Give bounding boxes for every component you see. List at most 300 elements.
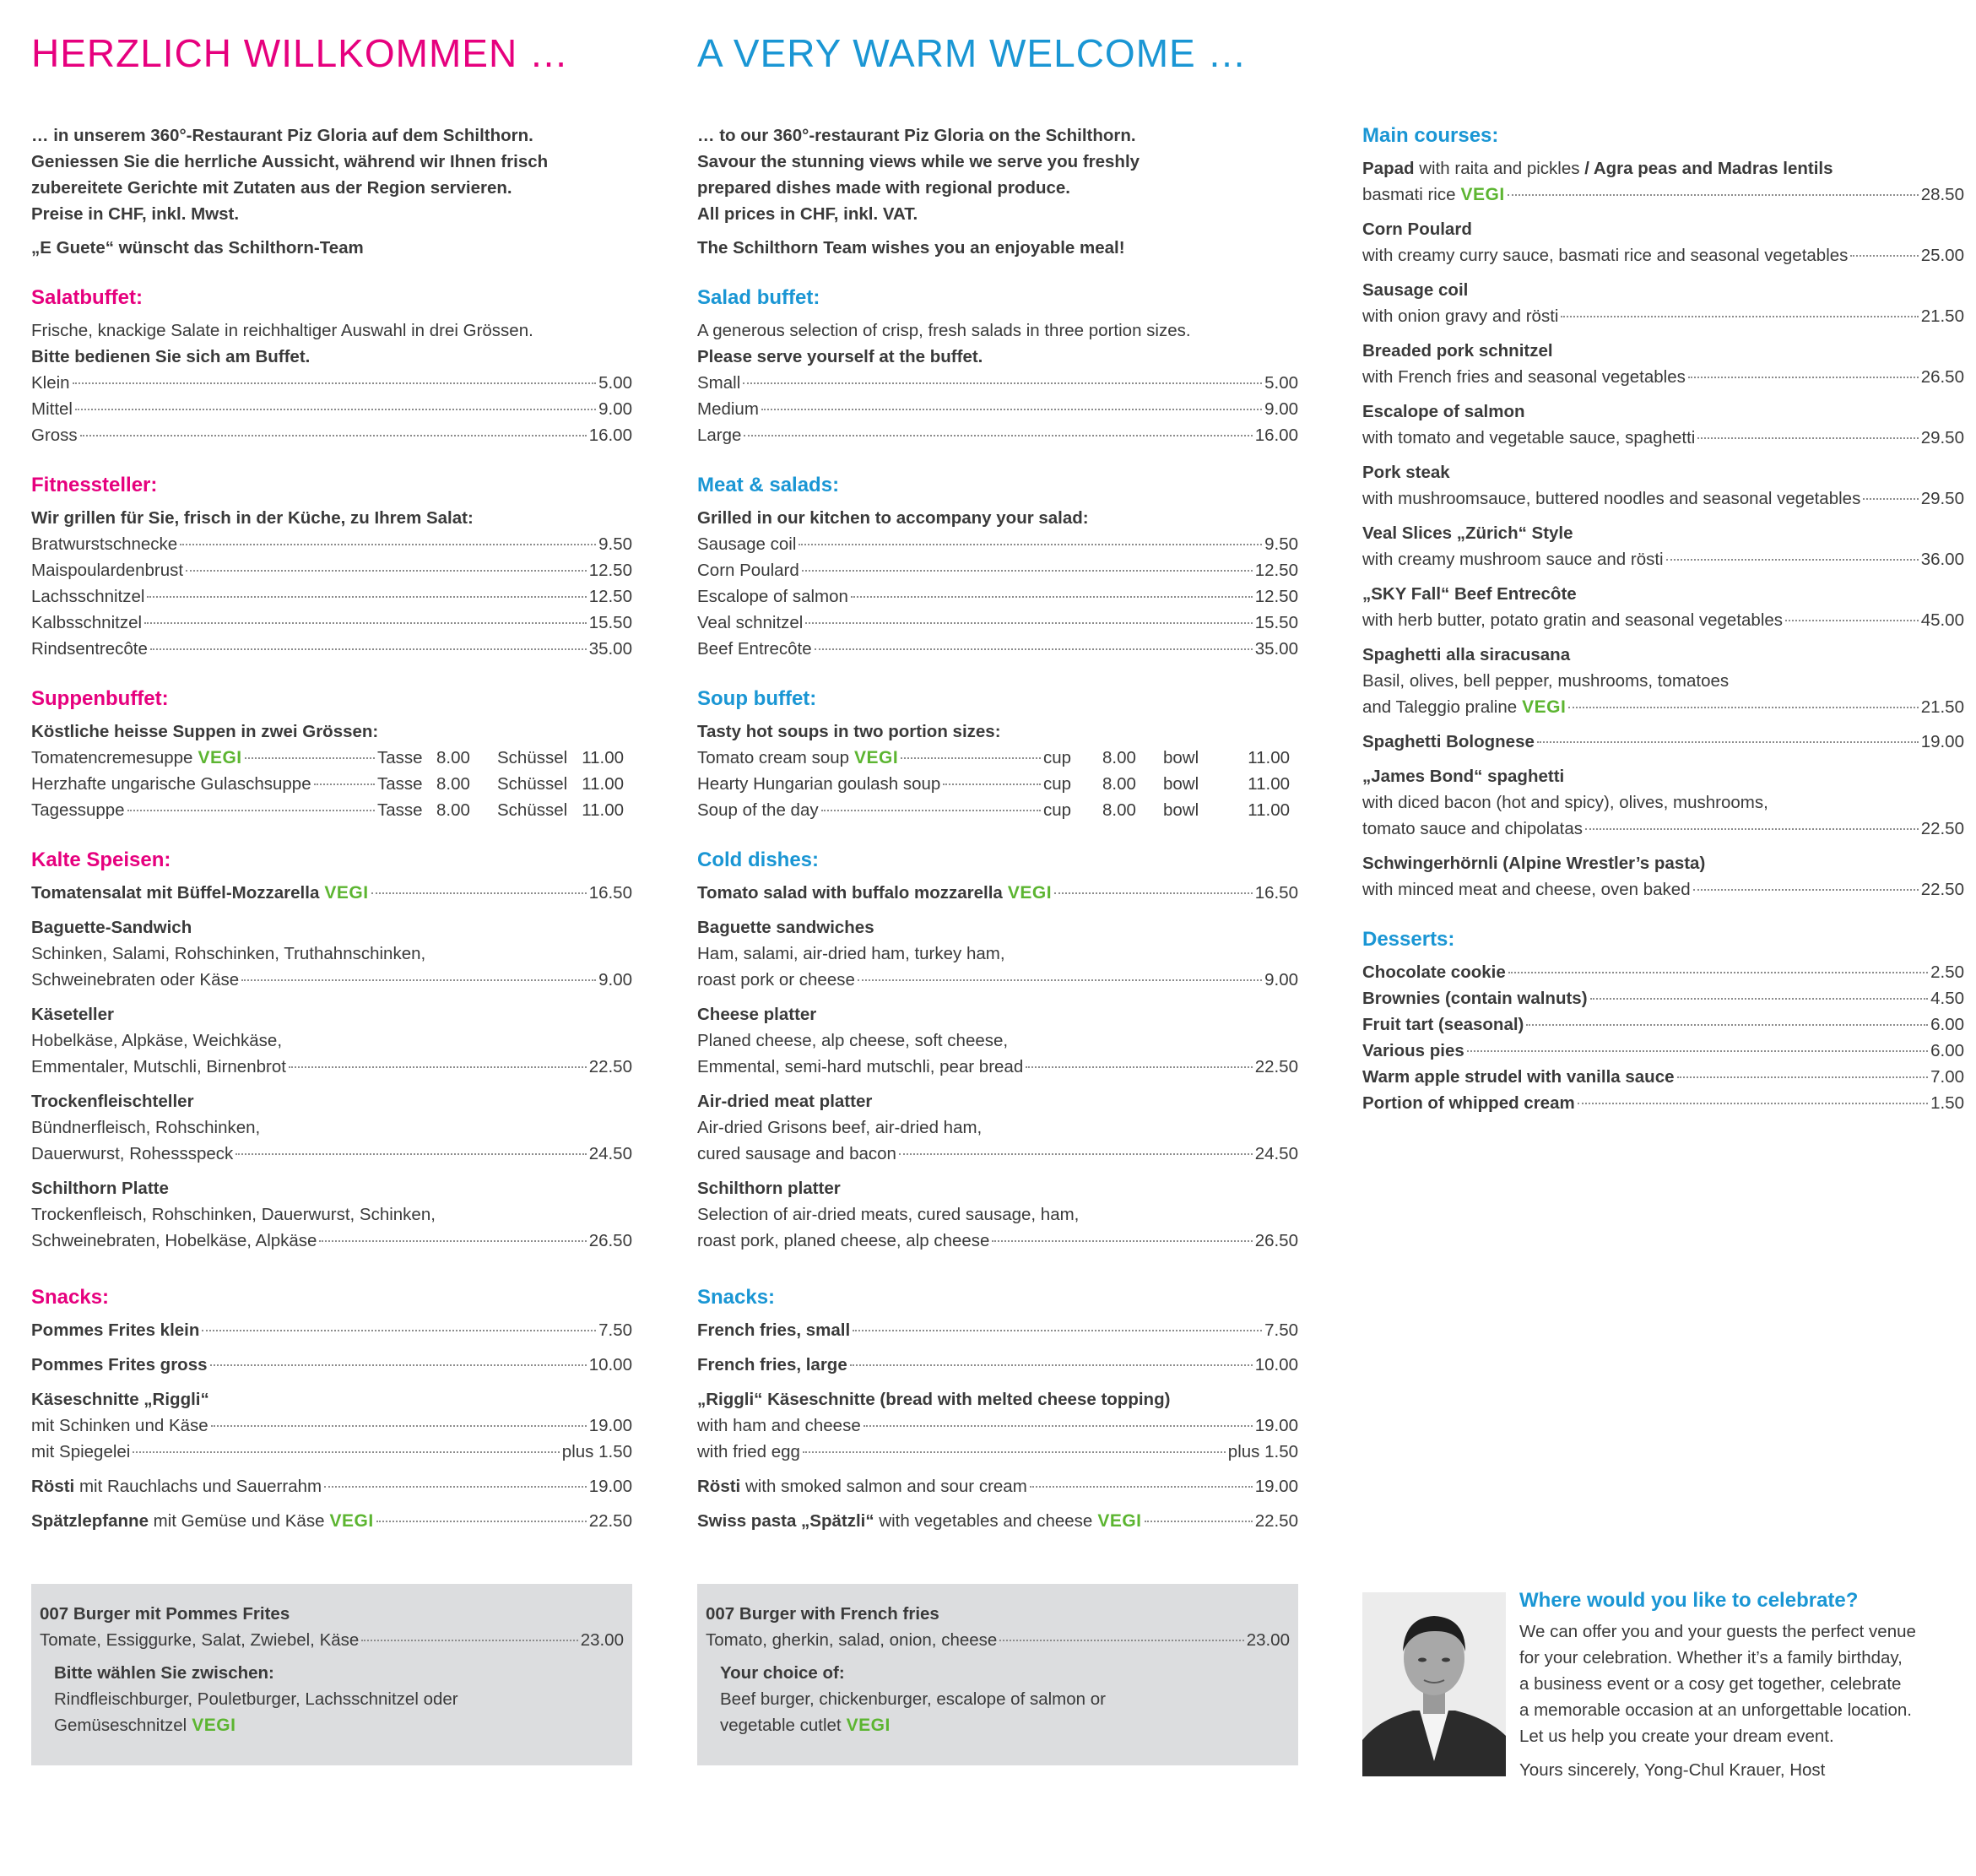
- item-description: mit Spiegelei: [31, 1442, 131, 1461]
- item-price: 9.50: [598, 534, 632, 554]
- page-title-german: HERZLICH WILLKOMMEN …: [31, 31, 569, 75]
- intro-line: prepared dishes made with regional produce.: [697, 178, 1070, 198]
- menu-item: [1362, 985, 1964, 1011]
- item-description: with vegetables and cheese: [874, 1511, 1093, 1531]
- item-price: 22.50: [1254, 1511, 1298, 1531]
- item-price: 26.50: [1254, 1231, 1298, 1250]
- section-title-meat: Fitnessteller:: [31, 474, 158, 496]
- item-name: French fries, small: [697, 1320, 851, 1340]
- item-name: Papad: [1362, 159, 1415, 178]
- dot-leader: [1026, 1066, 1252, 1068]
- item-name: Sausage coil: [697, 534, 797, 554]
- celebrate-line: for your celebration. Whether it’s a family birthday,: [1519, 1648, 1903, 1667]
- item-name: Schwingerhörnli (Alpine Wrestler’s pasta): [1362, 854, 1706, 873]
- choice-heading: Your choice of:: [720, 1663, 845, 1683]
- vegi-badge: VEGI: [1097, 1511, 1142, 1531]
- item-price: 9.00: [1264, 970, 1298, 990]
- menu-item: [697, 531, 1298, 557]
- menu-item: [1362, 277, 1964, 329]
- dot-leader: [133, 1451, 559, 1453]
- size-small: Tasse: [377, 774, 423, 794]
- section-title-cold: Kalte Speisen:: [31, 849, 171, 871]
- size-large: Schüssel: [497, 800, 568, 820]
- dot-leader: [1785, 620, 1919, 621]
- item-price: 12.50: [1254, 587, 1298, 606]
- item-price: 5.00: [1264, 373, 1298, 393]
- item-description: tomato sauce and chipolatas: [1362, 819, 1583, 838]
- price-large: 11.00: [582, 800, 624, 820]
- item-description: Schweinebraten oder Käse: [31, 970, 240, 990]
- dot-leader: [319, 1240, 586, 1242]
- item-name: Pommes Frites klein: [31, 1320, 200, 1340]
- item-name: Pork steak: [1362, 463, 1450, 482]
- intro-thanks: „E Guete“ wünscht das Schilthorn-Team: [31, 238, 364, 258]
- size-large: bowl: [1163, 800, 1199, 820]
- item-name: Large: [697, 426, 742, 445]
- item-description: with smoked salmon and sour cream: [740, 1477, 1027, 1496]
- dot-leader: [1590, 998, 1929, 1000]
- dot-leader: [324, 1486, 587, 1488]
- menu-item: [1362, 155, 1964, 208]
- dot-leader: [901, 757, 1041, 759]
- burger-choice: [706, 1660, 1290, 1738]
- item-price: 6.00: [1930, 1041, 1964, 1060]
- vegi-badge: VEGI: [846, 1716, 891, 1735]
- section-title-soup: Suppenbuffet:: [31, 687, 169, 710]
- item-price: 5.00: [598, 373, 632, 393]
- choice-options: Beef burger, chickenburger, escalope of salmon or: [720, 1689, 1106, 1709]
- item-description: mit Rauchlachs und Sauerrahm: [74, 1477, 322, 1496]
- item-price: 9.50: [1264, 534, 1298, 554]
- section-title-soup: Soup buffet:: [697, 687, 817, 710]
- menu-item: [697, 1352, 1298, 1378]
- item-name: Fruit tart (seasonal): [1362, 1015, 1524, 1034]
- dot-leader: [235, 1153, 586, 1155]
- dot-leader: [73, 382, 597, 384]
- item-name: Spaghetti Bolognese: [1362, 732, 1535, 751]
- item-description: with tomato and vegetable sauce, spaghetti: [1362, 428, 1696, 447]
- item-price: 21.50: [1920, 697, 1964, 717]
- dot-leader: [180, 544, 596, 545]
- menu-item: [697, 1175, 1298, 1254]
- item-price: 22.50: [588, 1511, 632, 1531]
- item-description: Ham, salami, air-dried ham, turkey ham,: [697, 944, 1005, 963]
- dot-leader: [75, 409, 596, 410]
- menu-item: [31, 531, 632, 557]
- item-name: Escalope of salmon: [1362, 402, 1525, 421]
- item-name: Portion of whipped cream: [1362, 1093, 1575, 1113]
- item-description: Schweinebraten, Hobelkäse, Alpkäse: [31, 1231, 317, 1250]
- english-menu-column: [697, 122, 1298, 1543]
- item-description: with mushroomsauce, buttered noodles and seasonal vegetables: [1362, 489, 1861, 508]
- item-price: 19.00: [588, 1416, 632, 1435]
- item-price: 36.00: [1920, 550, 1964, 569]
- item-description: with fried egg: [697, 1442, 800, 1461]
- celebrate-text: [1519, 1587, 1964, 1783]
- item-name: Baguette-Sandwich: [31, 918, 192, 937]
- item-price: 16.50: [588, 883, 632, 903]
- menu-item: [1362, 1090, 1964, 1116]
- item-name: Cheese platter: [697, 1005, 817, 1024]
- intro-line: Savour the stunning views while we serve you freshly: [697, 152, 1140, 171]
- item-price: 19.00: [1920, 732, 1964, 751]
- dot-leader: [851, 596, 1253, 598]
- item-price: 16.00: [1254, 426, 1298, 445]
- dot-leader: [127, 810, 375, 811]
- dot-leader: [1467, 1050, 1928, 1052]
- section-title-salad: Salatbuffet:: [31, 286, 143, 309]
- item-name: Brownies (contain walnuts): [1362, 989, 1588, 1008]
- choice-options: vegetable cutlet: [720, 1716, 842, 1735]
- menu-item: [31, 1088, 632, 1167]
- item-price: plus 1.50: [1227, 1442, 1298, 1461]
- size-small: cup: [1043, 800, 1072, 820]
- dot-leader: [850, 1364, 1253, 1366]
- item-price: 19.00: [1254, 1416, 1298, 1435]
- item-price: 19.00: [588, 1477, 632, 1496]
- item-name: Swiss pasta „Spätzli“: [697, 1511, 874, 1531]
- menu-item: [31, 636, 632, 662]
- vegi-badge: VEGI: [192, 1716, 236, 1735]
- item-description: Emmentaler, Mutschli, Birnenbrot: [31, 1057, 286, 1076]
- vegi-badge: VEGI: [198, 748, 242, 767]
- section-subtitle: Wir grillen für Sie, frisch in der Küche, zu Ihrem Salat:: [31, 508, 474, 528]
- menu-item: [1362, 1064, 1964, 1090]
- menu-item: [1362, 1038, 1964, 1064]
- menu-item: [1362, 850, 1964, 903]
- dot-leader: [1697, 437, 1918, 439]
- item-name: Rösti: [31, 1477, 75, 1496]
- host-photo: [1362, 1592, 1506, 1776]
- size-large: Schüssel: [497, 748, 568, 767]
- item-name: Baguette sandwiches: [697, 918, 874, 937]
- item-name: / Agra peas and Madras lentils: [1584, 159, 1833, 178]
- dot-leader: [744, 435, 1252, 436]
- dot-leader: [211, 1425, 587, 1427]
- item-price: 26.50: [588, 1231, 632, 1250]
- item-name: Käseteller: [31, 1005, 115, 1024]
- section-description: Frische, knackige Salate in reichhaltiger Auswahl in drei Grössen.: [31, 321, 533, 340]
- soup-item: [697, 797, 1298, 823]
- dot-leader: [1145, 1521, 1253, 1522]
- celebrate-title: Where would you like to celebrate?: [1519, 1589, 1859, 1612]
- size-small: Tasse: [377, 800, 423, 820]
- item-description: with creamy curry sauce, basmati rice and seasonal vegetables: [1362, 246, 1849, 265]
- item-name: Various pies: [1362, 1041, 1464, 1060]
- item-price: 7.50: [598, 1320, 632, 1340]
- item-price: 22.50: [1920, 880, 1964, 899]
- intro-line: zubereitete Gerichte mit Zutaten aus der Region servieren.: [31, 178, 512, 198]
- german-menu-column: [31, 122, 632, 1543]
- soup-item: [31, 797, 632, 823]
- menu-item: [697, 396, 1298, 422]
- item-price: 22.50: [1920, 819, 1964, 838]
- menu-item: [1362, 581, 1964, 633]
- menu-item: [31, 880, 632, 906]
- item-price: 16.50: [1254, 883, 1298, 903]
- host-portrait-icon: [1362, 1592, 1506, 1776]
- intro-en: [697, 122, 1298, 261]
- item-name: Rindsentrecôte: [31, 639, 148, 659]
- item-price: 29.50: [1920, 428, 1964, 447]
- dot-leader: [1585, 828, 1919, 830]
- menu-item: [31, 1352, 632, 1378]
- item-name: Klein: [31, 373, 70, 393]
- dot-leader: [853, 1330, 1262, 1331]
- item-price: 2.50: [1930, 962, 1964, 982]
- item-name: Tomatensalat mit Büffel-Mozzarella: [31, 883, 320, 903]
- item-name: Tomato cream soup: [697, 748, 850, 767]
- item-description: Hobelkäse, Alpkäse, Weichkäse,: [31, 1031, 283, 1050]
- item-description: Air-dried Grisons beef, air-dried ham,: [697, 1118, 983, 1137]
- item-price: 25.00: [1920, 246, 1964, 265]
- menu-item: [31, 396, 632, 422]
- item-description: Emmental, semi-hard mutschli, pear bread: [697, 1057, 1024, 1076]
- item-description: with herb butter, potato gratin and seasonal vegetables: [1362, 610, 1784, 630]
- menu-item: [31, 1175, 632, 1254]
- soup-item: [31, 745, 632, 771]
- item-name: Air-dried meat platter: [697, 1092, 873, 1111]
- item-price: 24.50: [588, 1144, 632, 1163]
- section-note: Please serve yourself at the buffet.: [697, 347, 983, 366]
- item-name: Sausage coil: [1362, 280, 1469, 300]
- section-note: Bitte bedienen Sie sich am Buffet.: [31, 347, 311, 366]
- burger-price: 23.00: [1246, 1630, 1290, 1650]
- dot-leader: [147, 596, 586, 598]
- item-name: Beef Entrecôte: [697, 639, 812, 659]
- menu-item: [1362, 459, 1964, 512]
- section-title-salad: Salad buffet:: [697, 286, 820, 309]
- size-large: bowl: [1163, 774, 1199, 794]
- item-name: Escalope of salmon: [697, 587, 848, 606]
- dot-leader: [743, 382, 1262, 384]
- burger-name: 007 Burger mit Pommes Frites: [40, 1604, 290, 1624]
- item-description: with raita and pickles: [1414, 159, 1585, 178]
- menu-item: [697, 636, 1298, 662]
- dot-leader: [858, 979, 1262, 981]
- item-description: with onion gravy and rösti: [1362, 306, 1559, 326]
- dot-leader: [314, 783, 375, 785]
- burger-name: 007 Burger with French fries: [706, 1604, 939, 1624]
- item-price: 45.00: [1920, 610, 1964, 630]
- menu-item: [1362, 729, 1964, 755]
- price-small: 8.00: [1102, 748, 1136, 767]
- item-price: 15.50: [588, 613, 632, 632]
- dot-leader: [899, 1153, 1253, 1155]
- item-price: 35.00: [588, 639, 632, 659]
- menu-item: [31, 557, 632, 583]
- menu-item: [31, 1001, 632, 1080]
- dot-leader: [1508, 194, 1919, 196]
- price-small: 8.00: [436, 748, 470, 767]
- celebrate-block: [1362, 1587, 1964, 1780]
- menu-item: [1362, 520, 1964, 572]
- item-name: Spätzlepfanne: [31, 1511, 149, 1531]
- dot-leader: [1568, 707, 1918, 708]
- dot-leader: [1677, 1076, 1929, 1078]
- main-courses-column: [1362, 122, 1964, 1116]
- celebrate-line: a business event or a cosy get together, celebrate: [1519, 1674, 1902, 1694]
- item-description: with ham and cheese: [697, 1416, 861, 1435]
- size-large: bowl: [1163, 748, 1199, 767]
- menu-item: [697, 914, 1298, 993]
- menu-item: [31, 1317, 632, 1343]
- item-name: Tagessuppe: [31, 800, 125, 820]
- section-title-meat: Meat & salads:: [697, 474, 840, 496]
- menu-item: [697, 1508, 1298, 1534]
- item-description: cured sausage and bacon: [697, 1144, 896, 1163]
- dot-leader: [186, 570, 587, 572]
- item-price: 6.00: [1930, 1015, 1964, 1034]
- dot-leader: [1526, 1024, 1928, 1026]
- dot-leader: [371, 892, 587, 894]
- dot-leader: [245, 757, 375, 759]
- menu-item: [31, 422, 632, 448]
- price-small: 8.00: [436, 774, 470, 794]
- item-price: 26.50: [1920, 367, 1964, 387]
- item-price: 7.50: [1264, 1320, 1298, 1340]
- burger-choice: [40, 1660, 624, 1738]
- dot-leader: [1537, 741, 1919, 743]
- menu-item: [1362, 338, 1964, 390]
- dot-leader: [202, 1330, 596, 1331]
- item-description: with minced meat and cheese, oven baked: [1362, 880, 1691, 899]
- menu-item: [31, 1473, 632, 1499]
- item-name: Spaghetti alla siracusana: [1362, 645, 1571, 664]
- soup-item: [697, 771, 1298, 797]
- section-description: A generous selection of crisp, fresh salads in three portion sizes.: [697, 321, 1191, 340]
- item-description: Dauerwurst, Rohessspeck: [31, 1144, 234, 1163]
- dot-leader: [803, 1451, 1226, 1453]
- price-large: 11.00: [1248, 774, 1290, 794]
- menu-item: [1362, 1011, 1964, 1038]
- item-name: French fries, large: [697, 1355, 847, 1374]
- dot-leader: [144, 622, 587, 624]
- dot-leader: [802, 570, 1253, 572]
- item-name: Corn Poulard: [1362, 220, 1472, 239]
- vegi-badge: VEGI: [1522, 697, 1567, 717]
- item-name: Chocolate cookie: [1362, 962, 1506, 982]
- menu-item: [697, 610, 1298, 636]
- item-price: 22.50: [1254, 1057, 1298, 1076]
- dot-leader: [210, 1364, 587, 1366]
- menu-item: [31, 610, 632, 636]
- item-price: 12.50: [588, 561, 632, 580]
- price-large: 11.00: [1248, 800, 1290, 820]
- section-title-desserts: Desserts:: [1362, 928, 1455, 951]
- section-subtitle: Köstliche heisse Suppen in zwei Grössen:: [31, 722, 379, 741]
- item-price: 24.50: [1254, 1144, 1298, 1163]
- dot-leader: [805, 622, 1252, 624]
- item-name: Soup of the day: [697, 800, 819, 820]
- item-name: Rösti: [697, 1477, 741, 1496]
- item-description: Schinken, Salami, Rohschinken, Truthahnschinken,: [31, 944, 426, 963]
- burger-description: Tomate, Essiggurke, Salat, Zwiebel, Käse: [40, 1630, 360, 1650]
- menu-item: [697, 557, 1298, 583]
- dot-leader: [289, 1066, 587, 1068]
- price-large: 11.00: [1248, 748, 1290, 767]
- intro-line: All prices in CHF, inkl. VAT.: [697, 204, 918, 224]
- dot-leader: [821, 810, 1041, 811]
- vegi-badge: VEGI: [329, 1511, 374, 1531]
- menu-item: [1362, 216, 1964, 268]
- dot-leader: [1863, 498, 1918, 500]
- dot-leader: [815, 648, 1253, 650]
- celebrate-line: Let us help you create your dream event.: [1519, 1727, 1834, 1746]
- dot-leader: [992, 1240, 1252, 1242]
- item-description: Selection of air-dried meats, cured sausage, ham,: [697, 1205, 1080, 1224]
- size-large: Schüssel: [497, 774, 568, 794]
- item-name: Tomatencremesuppe: [31, 748, 193, 767]
- menu-item: [697, 1001, 1298, 1080]
- dot-leader: [1666, 559, 1919, 561]
- dot-leader: [1561, 316, 1918, 317]
- dot-leader: [863, 1425, 1253, 1427]
- burger-box-de: [31, 1584, 632, 1765]
- menu-item: [697, 422, 1298, 448]
- item-description: Trockenfleisch, Rohschinken, Dauerwurst, Schinken,: [31, 1205, 436, 1224]
- section-title-snacks: Snacks:: [31, 1286, 110, 1309]
- price-large: 11.00: [582, 748, 624, 767]
- intro-de: [31, 122, 632, 261]
- section-subtitle: Grilled in our kitchen to accompany your salad:: [697, 508, 1089, 528]
- size-small: Tasse: [377, 748, 423, 767]
- price-large: 11.00: [582, 774, 624, 794]
- menu-item: [697, 1317, 1298, 1343]
- item-description: Bündnerfleisch, Rohschinken,: [31, 1118, 261, 1137]
- menu-item: [1362, 399, 1964, 451]
- item-description: Basil, olives, bell pepper, mushrooms, tomatoes: [1362, 671, 1730, 691]
- item-name: Lachsschnitzel: [31, 587, 145, 606]
- item-name: Veal Slices „Zürich“ Style: [1362, 523, 1573, 543]
- item-description: mit Gemüse und Käse: [148, 1511, 325, 1531]
- price-small: 8.00: [436, 800, 470, 820]
- item-price: 9.00: [598, 970, 632, 990]
- dot-leader: [1030, 1486, 1253, 1488]
- menu-item: [1362, 642, 1964, 720]
- dot-leader: [1688, 377, 1919, 378]
- item-name: Trockenfleischteller: [31, 1092, 194, 1111]
- menu-item: [697, 880, 1298, 906]
- item-price: plus 1.50: [561, 1442, 632, 1461]
- item-description: basmati rice: [1362, 185, 1456, 204]
- item-price: 12.50: [1254, 561, 1298, 580]
- menu-item: [697, 583, 1298, 610]
- item-price: 22.50: [588, 1057, 632, 1076]
- item-name: „SKY Fall“ Beef Entrecôte: [1362, 584, 1577, 604]
- vegi-badge: VEGI: [854, 748, 899, 767]
- size-small: cup: [1043, 748, 1072, 767]
- page-title-english: A VERY WARM WELCOME …: [697, 31, 1248, 75]
- burger-price: 23.00: [580, 1630, 624, 1650]
- dot-leader: [1508, 972, 1928, 973]
- section-title-snacks: Snacks:: [697, 1286, 776, 1309]
- item-price: 9.00: [1264, 399, 1298, 419]
- soup-item: [31, 771, 632, 797]
- item-name: „James Bond“ spaghetti: [1362, 767, 1565, 786]
- choice-options: Gemüseschnitzel: [54, 1716, 187, 1735]
- item-name: Medium: [697, 399, 759, 419]
- menu-item: [697, 370, 1298, 396]
- price-small: 8.00: [1102, 800, 1136, 820]
- intro-thanks: The Schilthorn Team wishes you an enjoyable meal!: [697, 238, 1125, 258]
- item-name: Herzhafte ungarische Gulaschsuppe: [31, 774, 311, 794]
- item-price: 1.50: [1930, 1093, 1964, 1113]
- item-description: roast pork, planed cheese, alp cheese: [697, 1231, 990, 1250]
- dot-leader: [799, 544, 1262, 545]
- dot-leader: [1578, 1103, 1928, 1104]
- price-small: 8.00: [1102, 774, 1136, 794]
